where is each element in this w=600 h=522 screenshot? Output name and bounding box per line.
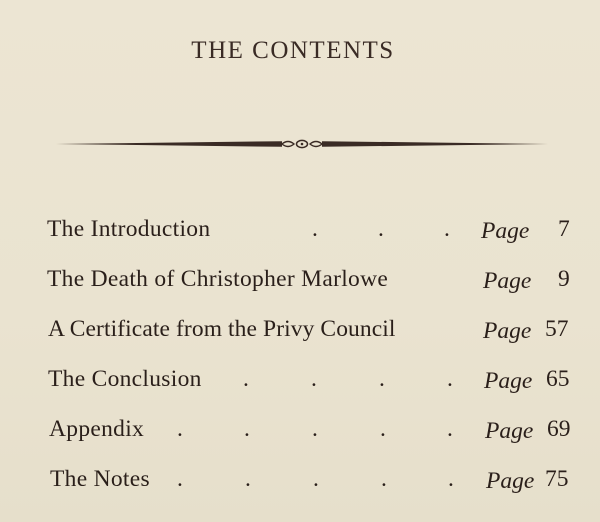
- toc-entry-title: The Introduction: [47, 216, 211, 242]
- page-label: Page: [483, 318, 532, 344]
- leader-dot: .: [177, 416, 183, 442]
- leader-dot: .: [447, 366, 453, 392]
- leader-dot: .: [312, 416, 318, 442]
- leader-dot: .: [378, 216, 384, 242]
- toc-entry-title: The Notes: [50, 466, 150, 492]
- page-number: 69: [547, 416, 571, 442]
- toc-entry-title: Appendix: [49, 416, 145, 442]
- page-number: 7: [558, 216, 570, 242]
- leader-dot: .: [379, 366, 385, 392]
- page-label: Page: [483, 268, 532, 294]
- page-label: Page: [481, 218, 530, 244]
- toc-entry: [0, 216, 600, 250]
- leader-dot: .: [311, 366, 317, 392]
- toc-entry-title: The Conclusion: [48, 366, 202, 392]
- leader-dot: .: [313, 466, 319, 492]
- page-number: 65: [546, 366, 570, 392]
- toc-entry: [0, 416, 600, 450]
- leader-dot: .: [448, 466, 454, 492]
- toc-entry-title: A Certificate from the Privy Council: [48, 316, 396, 342]
- page-number: 75: [545, 466, 569, 492]
- page-label: Page: [484, 368, 533, 394]
- page-number: 9: [558, 266, 570, 292]
- toc-entry: [0, 466, 600, 500]
- page-label: Page: [486, 468, 535, 494]
- leader-dot: .: [380, 416, 386, 442]
- leader-dot: .: [444, 216, 450, 242]
- leader-dot: .: [245, 466, 251, 492]
- toc-entry-title: The Death of Christopher Marlowe: [47, 266, 389, 292]
- toc-entry: [0, 366, 600, 400]
- leader-dot: .: [177, 466, 183, 492]
- decorative-rule-ornament: [56, 136, 548, 152]
- leader-dot: .: [243, 366, 249, 392]
- toc-entry: [0, 266, 600, 300]
- leader-dot: .: [244, 416, 250, 442]
- leader-dot: .: [312, 216, 318, 242]
- leader-dot: .: [381, 466, 387, 492]
- leader-dot: .: [447, 416, 453, 442]
- page-title: THE CONTENTS: [191, 37, 395, 64]
- page-label: Page: [485, 418, 534, 444]
- toc-entry: [0, 316, 600, 350]
- page-number: 57: [545, 316, 569, 342]
